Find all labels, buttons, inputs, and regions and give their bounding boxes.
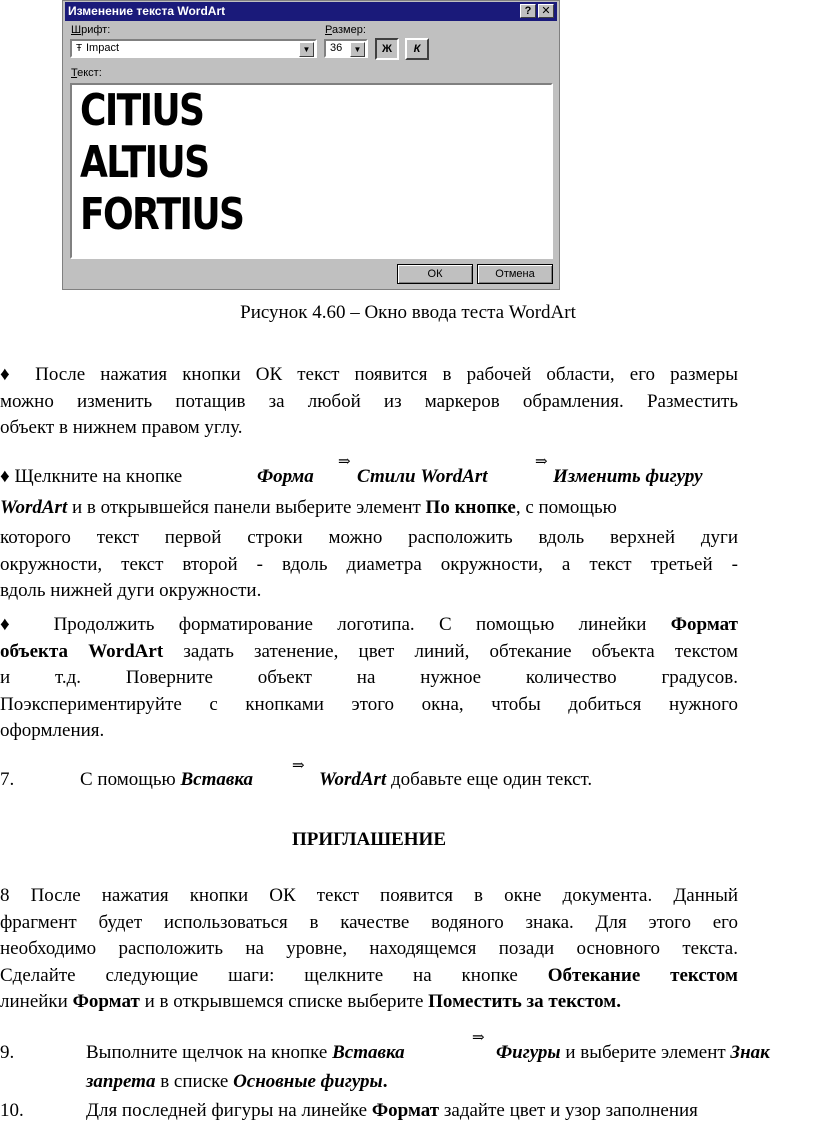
paragraph-8-line-2: фрагмент будет использоваться в качестве водяного знака. Для этого его: [0, 911, 738, 933]
figure-caption: Рисунок 4.60 – Окно ввода теста WordArt: [240, 302, 576, 323]
item-7-rest: [319, 769, 592, 791]
size-value: 36: [330, 42, 343, 54]
item-7-insert: Вставка: [180, 769, 254, 790]
paragraph-3: [0, 612, 738, 745]
wordart-line-3: FORTIUS: [80, 189, 244, 240]
paragraph-8-behind-text: Поместить за текстом.: [428, 991, 621, 1012]
paragraph-8-line-5-a: линейки: [0, 991, 73, 1012]
item-7-end: добавьте еще один текст.: [386, 769, 593, 790]
paragraph-3-format: Формат: [670, 614, 738, 635]
font-label-rest: рифт:: [81, 24, 111, 36]
item-10-format: Формат: [371, 1100, 440, 1121]
paragraph-1-line-2: можно изменить потащив за любой из маркеров обрамления. Разместить: [0, 390, 738, 412]
size-label: Размер:: [325, 24, 366, 36]
paragraph-2-menu-styles: Стили WordArt: [357, 466, 488, 487]
item-10-end: задайте цвет и узор заполнения: [439, 1100, 698, 1121]
paragraph-3-line-1: [0, 612, 738, 639]
paragraph-1-line-1: ♦ После нажатия кнопки ОК текст появится в рабочей области, его размеры: [0, 364, 738, 385]
paragraph-2-line-1-start: ♦ Щелкните на кнопке: [0, 466, 183, 487]
text-label-rest: екст:: [77, 67, 102, 79]
paragraph-3-line-4: Поэкспериментируйте с кнопками этого окна, чтобы добиться нужного: [0, 693, 738, 715]
section-heading: ПРИГЛАШЕНИЕ: [291, 829, 447, 850]
italic-button[interactable]: К: [405, 38, 429, 60]
item-9-basic-shapes: Основные фигуры: [233, 1071, 383, 1092]
paragraph-3-object-wordart: объекта WordArt: [0, 640, 164, 662]
item-9-choose: и выберите элемент: [560, 1042, 731, 1063]
size-combobox[interactable]: [324, 39, 368, 58]
paragraph-8-line-3: необходимо расположить на уровне, находящемся позади основного текста.: [0, 938, 738, 959]
item-10-start: Для последней фигуры на линейке: [86, 1100, 372, 1121]
paragraph-8: [0, 883, 738, 1016]
paragraph-2-line-5: вдоль нижней дуги окружности.: [0, 580, 262, 601]
size-label-rest: азмер:: [331, 24, 366, 36]
arrow-icon: ⇒: [338, 454, 351, 470]
item-9-shapes: Фигуры: [496, 1042, 561, 1063]
wordart-text-area[interactable]: [70, 83, 553, 259]
font-label: Шрифт:: [71, 24, 111, 36]
close-button[interactable]: ✕: [538, 4, 554, 18]
font-combobox[interactable]: [70, 39, 317, 58]
paragraph-2-line-2-text: и в открывшейся панели выберите элемент: [67, 497, 426, 518]
paragraph-2-wordart: WordArt: [0, 497, 68, 518]
wordart-line-1: CITIUS: [80, 85, 204, 136]
item-9-forbid: запрета: [86, 1071, 156, 1092]
paragraph-8-line-1: 8 После нажатия кнопки ОК текст появится в окне документа. Данный: [0, 885, 738, 906]
paragraph-2-line-2-end: , с помощью: [515, 497, 617, 518]
size-dropdown-arrow-icon[interactable]: ▼: [350, 42, 365, 57]
item-9-in-list: в списке: [155, 1071, 234, 1092]
arrow-icon: ⇒: [472, 1030, 485, 1046]
dialog-title: Изменение текста WordArt: [68, 4, 226, 18]
paragraph-2-menu-forma: Форма: [257, 466, 314, 487]
help-button[interactable]: ?: [520, 4, 536, 18]
paragraph-8-wrap-text: Обтекание текстом: [547, 964, 738, 986]
dialog-titlebar: [65, 2, 557, 21]
text-label: Текст:: [71, 67, 102, 79]
paragraph-8-line-4: [0, 963, 738, 990]
paragraph-3-line-2-text: задать затенение, цвет линий, обтекание объекта текстом: [163, 640, 739, 662]
font-icon: Ŧ: [76, 43, 83, 54]
paragraph-3-line-5: оформления.: [0, 720, 105, 741]
item-9-number: 9.: [0, 1042, 15, 1063]
item-9-sign: Знак: [730, 1042, 770, 1063]
paragraph-3-line-2: [0, 639, 738, 666]
item-9-insert: Вставка: [332, 1042, 405, 1063]
paragraph-8-line-4-text: Сделайте следующие шаги: щелкните на кнопке: [0, 964, 548, 986]
item-9-start: Выполните щелчок на кнопке: [86, 1042, 333, 1063]
paragraph-2-line-2: [0, 497, 617, 519]
item-9-line-1-rest: [496, 1042, 770, 1064]
item-7-number: 7.: [0, 769, 15, 790]
paragraph-8-line-5-c: и в открывшемся списке выберите: [139, 991, 429, 1012]
paragraph-1: [0, 362, 738, 442]
paragraph-8-format: Формат: [72, 991, 140, 1012]
paragraph-1-line-3: объект в нижнем правом углу.: [0, 417, 243, 438]
font-dropdown-arrow-icon[interactable]: ▼: [299, 42, 314, 57]
font-value: Impact: [86, 42, 120, 54]
cancel-button[interactable]: Отмена: [477, 264, 553, 284]
paragraph-2-line-4: окружности, текст второй - вдоль диаметра окружности, а текст третьей -: [0, 553, 738, 575]
item-10-number: 10.: [0, 1100, 24, 1121]
paragraph-8-line-5: [0, 989, 738, 1016]
paragraph-2-body: [0, 525, 738, 605]
wordart-dialog: [62, 0, 560, 290]
item-10-text: [86, 1100, 698, 1122]
item-9-period: .: [382, 1071, 388, 1092]
arrow-icon: ⇒: [292, 758, 305, 774]
item-7-text: [80, 769, 253, 791]
item-9-line-1: [86, 1042, 405, 1064]
item-9-line-2: [86, 1071, 387, 1093]
wordart-line-2: ALTIUS: [80, 137, 209, 188]
paragraph-3-line-1-text: ♦ Продолжить форматирование логотипа. С помощью линейки: [0, 614, 671, 635]
bold-button[interactable]: Ж: [375, 38, 399, 60]
ok-button[interactable]: ОК: [397, 264, 473, 284]
paragraph-3-line-3: и т.д. Поверните объект на нужное количество градусов.: [0, 667, 738, 688]
arrow-icon: ⇒: [535, 454, 548, 470]
paragraph-2-po-knopke: По кнопке: [425, 497, 516, 518]
item-7-start: С помощью: [80, 769, 181, 790]
paragraph-2-menu-change-shape: Изменить фигуру: [553, 466, 703, 487]
item-7-wordart: WordArt: [319, 769, 387, 790]
paragraph-2-line-3: которого текст первой строки можно расположить вдоль верхней дуги: [0, 527, 738, 548]
